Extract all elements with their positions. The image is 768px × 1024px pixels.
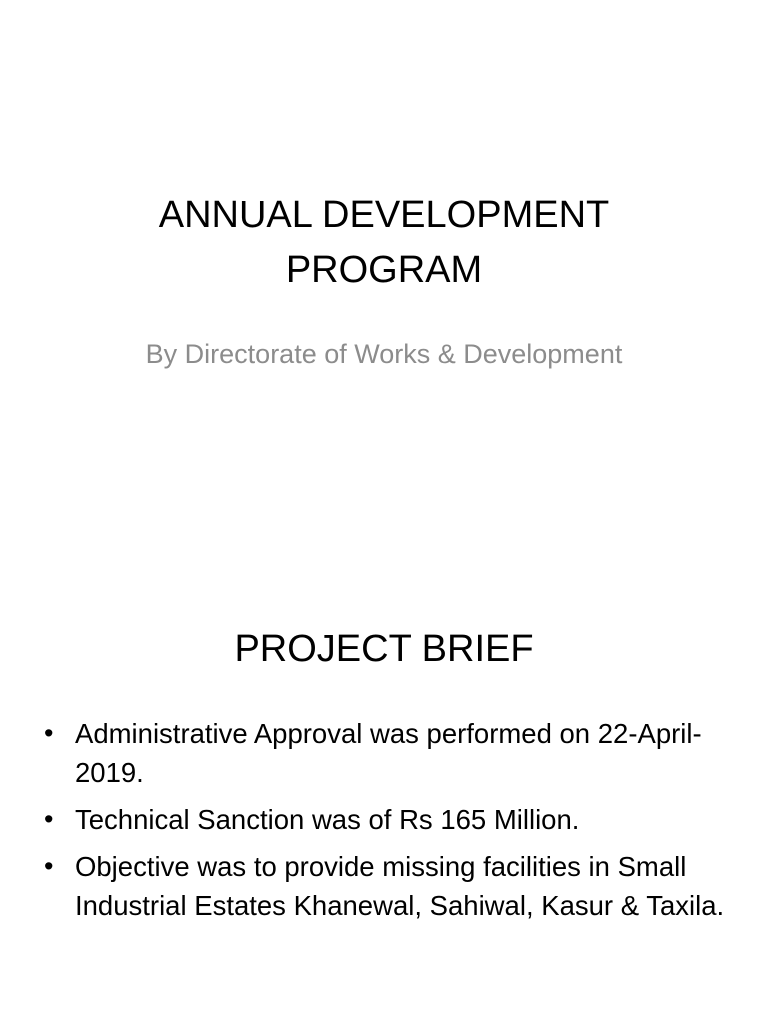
bullet-text: Technical Sanction was of Rs 165 Million. [75,804,580,835]
slide-title: ANNUAL DEVELOPMENT PROGRAM [158,194,610,291]
list-item [40,847,740,925]
bullet-icon: • [44,851,54,881]
bullet-list [40,714,740,933]
list-item [40,714,740,792]
list-item [40,800,740,839]
bullet-text: Administrative Approval was performed on 22-April-2019. [75,718,702,788]
slide-title: PROJECT BRIEF [234,628,534,670]
bullet-text: Objective was to provide missing facilities in Small Industrial Estates Khanewal, Sahiwal, Kasur & Taxila. [75,851,725,921]
bullet-icon: • [44,804,54,834]
bullet-icon: • [44,718,54,748]
project-brief-slide [0,576,768,1024]
slide-subtitle: By Directorate of Works & Development [145,339,623,369]
